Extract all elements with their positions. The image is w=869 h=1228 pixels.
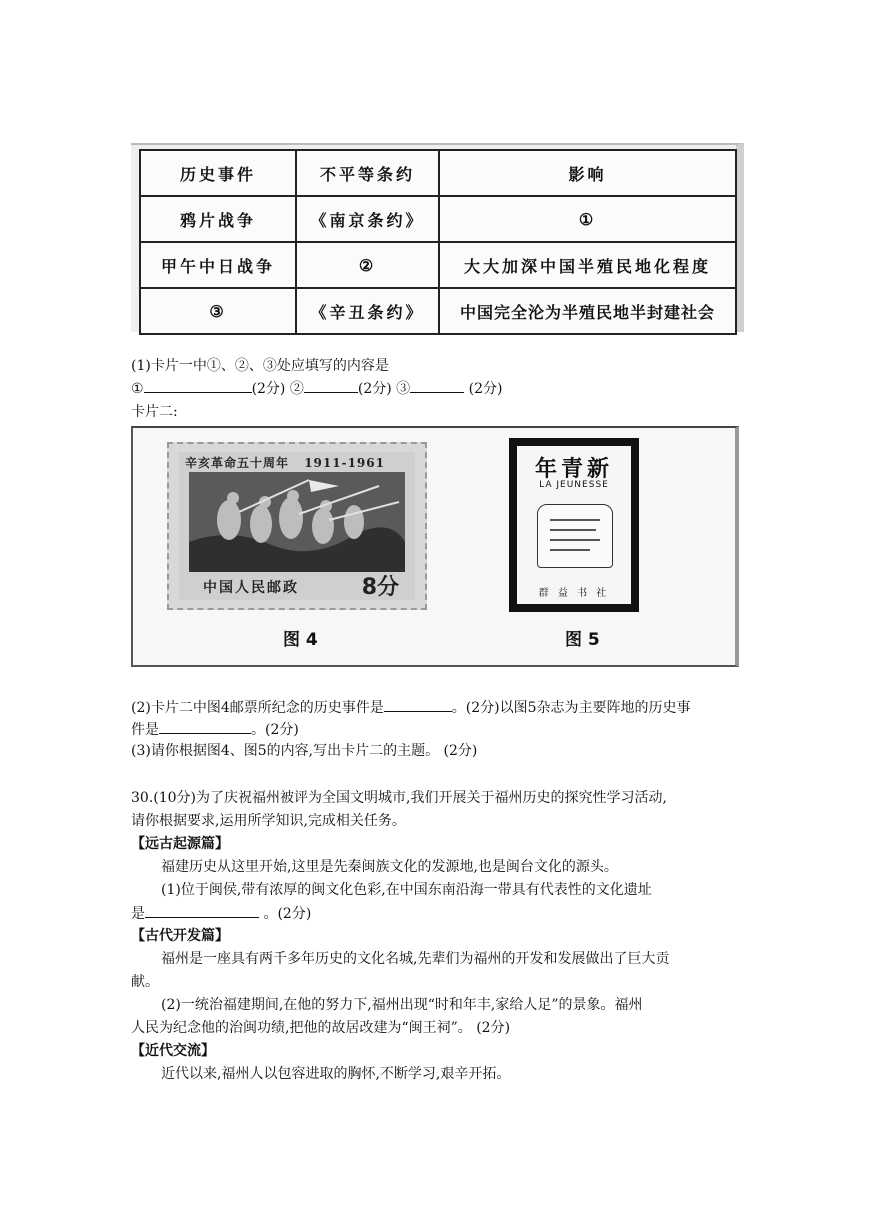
q2-line-2: 件是 。(2分) [131,719,299,740]
answer-blank-3[interactable] [410,378,464,393]
table-cell: 大大加深中国半殖民地化程度 [439,242,736,288]
q30-intro-2: 请你根据要求,运用所学知识,完成相关任务。 [131,813,406,829]
table-cell: ① [439,196,736,242]
q30-1-prompt: (1)位于闽侯,带有浓厚的闽文化色彩,在中国东南沿海一带具有代表性的文化遗址 [161,882,652,898]
q1-prompt: (1)卡片一中①、②、③处应填写的内容是 [131,358,389,374]
soldiers-charge-illustration [189,472,405,572]
magazine-publisher: 群 益 书 社 [538,588,610,599]
q30-2-prompt-1: (2)一统治福建期间,在他的努力下,福州出现“时和年丰,家给人足”的景象。福州 [161,997,643,1013]
q30-1-answer-line: 是 。(2分) [131,903,311,924]
card-two-figures [131,426,739,667]
table-row [140,242,736,288]
answer-blank-2[interactable] [304,378,358,393]
section-heading-ancient-origins: 【远古起源篇】 [131,836,229,852]
table-cell: 鸦片战争 [140,196,296,242]
section-3-paragraph: 近代以来,福州人以包容进取的胸怀,不断学习,艰辛开拓。 [161,1066,511,1082]
q1-marker-3: ③ [396,381,411,397]
q30-2-prompt-2: 人民为纪念他的治闽功绩,把他的故居改建为“闽王祠”。 (2分) [131,1020,511,1036]
table-header-cell: 不平等条约 [296,150,439,196]
table-header-row [140,150,736,196]
table-cell: ② [296,242,439,288]
table-row [140,288,736,334]
card-one-table-scan [131,143,744,332]
q30-intro-1: 30.(10分)为了庆祝福州被评为全国文明城市,我们开展关于福州历史的探究性学习活动, [131,790,667,806]
q1-marker-1: ① [131,381,144,397]
stamp-denomination: 8分 [361,575,399,600]
table-cell: ③ [140,288,296,334]
section-2-paragraph-1: 福州是一座具有两千多年历史的文化名城,先辈们为福州的开发和发展做出了巨大贡 [161,951,670,967]
magazine-title: 年青新 [534,457,613,482]
table-header-cell: 历史事件 [140,150,296,196]
section-heading-modern-exchange: 【近代交流】 [131,1043,215,1059]
stamp-years: 1911-1961 [304,456,385,470]
table-row [140,196,736,242]
table-cell: 《南京条约》 [296,196,439,242]
stamp-image [167,442,427,610]
figure-4-caption: 图 4 [283,630,318,650]
q1-answer-line [131,378,502,399]
table-header-cell: 影响 [439,150,736,196]
figure-5-caption: 图 5 [565,630,600,650]
q2-line-1: (2)卡片二中图4邮票所纪念的历史事件是 。(2分)以图5杂志为主要阵地的历史事 [131,697,691,718]
magazine-cover-image [509,438,639,612]
table-cell: 中国完全沦为半殖民地半封建社会 [439,288,736,334]
section-1-paragraph: 福建历史从这里开始,这里是先秦闽族文化的发源地,也是闽台文化的源头。 [161,859,618,875]
table-cell: 甲午中日战争 [140,242,296,288]
q1-marker-2: ② [289,381,304,397]
section-heading-ancient-development: 【古代开发篇】 [131,928,229,944]
history-events-table [139,149,737,335]
q1-score-2: (2分) [357,381,392,397]
answer-blank-event[interactable] [384,697,452,712]
magazine-document-illustration [537,504,613,568]
card-two-label: 卡片二: [131,404,178,420]
answer-blank-site[interactable] [145,903,259,918]
q1-score-3: (2分) [464,381,503,397]
answer-blank-1[interactable] [144,378,252,393]
stamp-illustration [189,472,405,572]
answer-blank-movement[interactable] [159,719,251,734]
magazine-subtitle: LA JEUNESSE [539,480,609,490]
stamp-issuer: 中国人民邮政 [203,580,299,596]
table-cell: 《辛丑条约》 [296,288,439,334]
section-2-paragraph-2: 献。 [131,974,159,990]
q1-score-1: (2分) [251,381,286,397]
stamp-caption: 辛亥革命五十周年 [185,456,290,470]
q3-prompt: (3)请你根据图4、图5的内容,写出卡片二的主题。 (2分) [131,743,478,759]
